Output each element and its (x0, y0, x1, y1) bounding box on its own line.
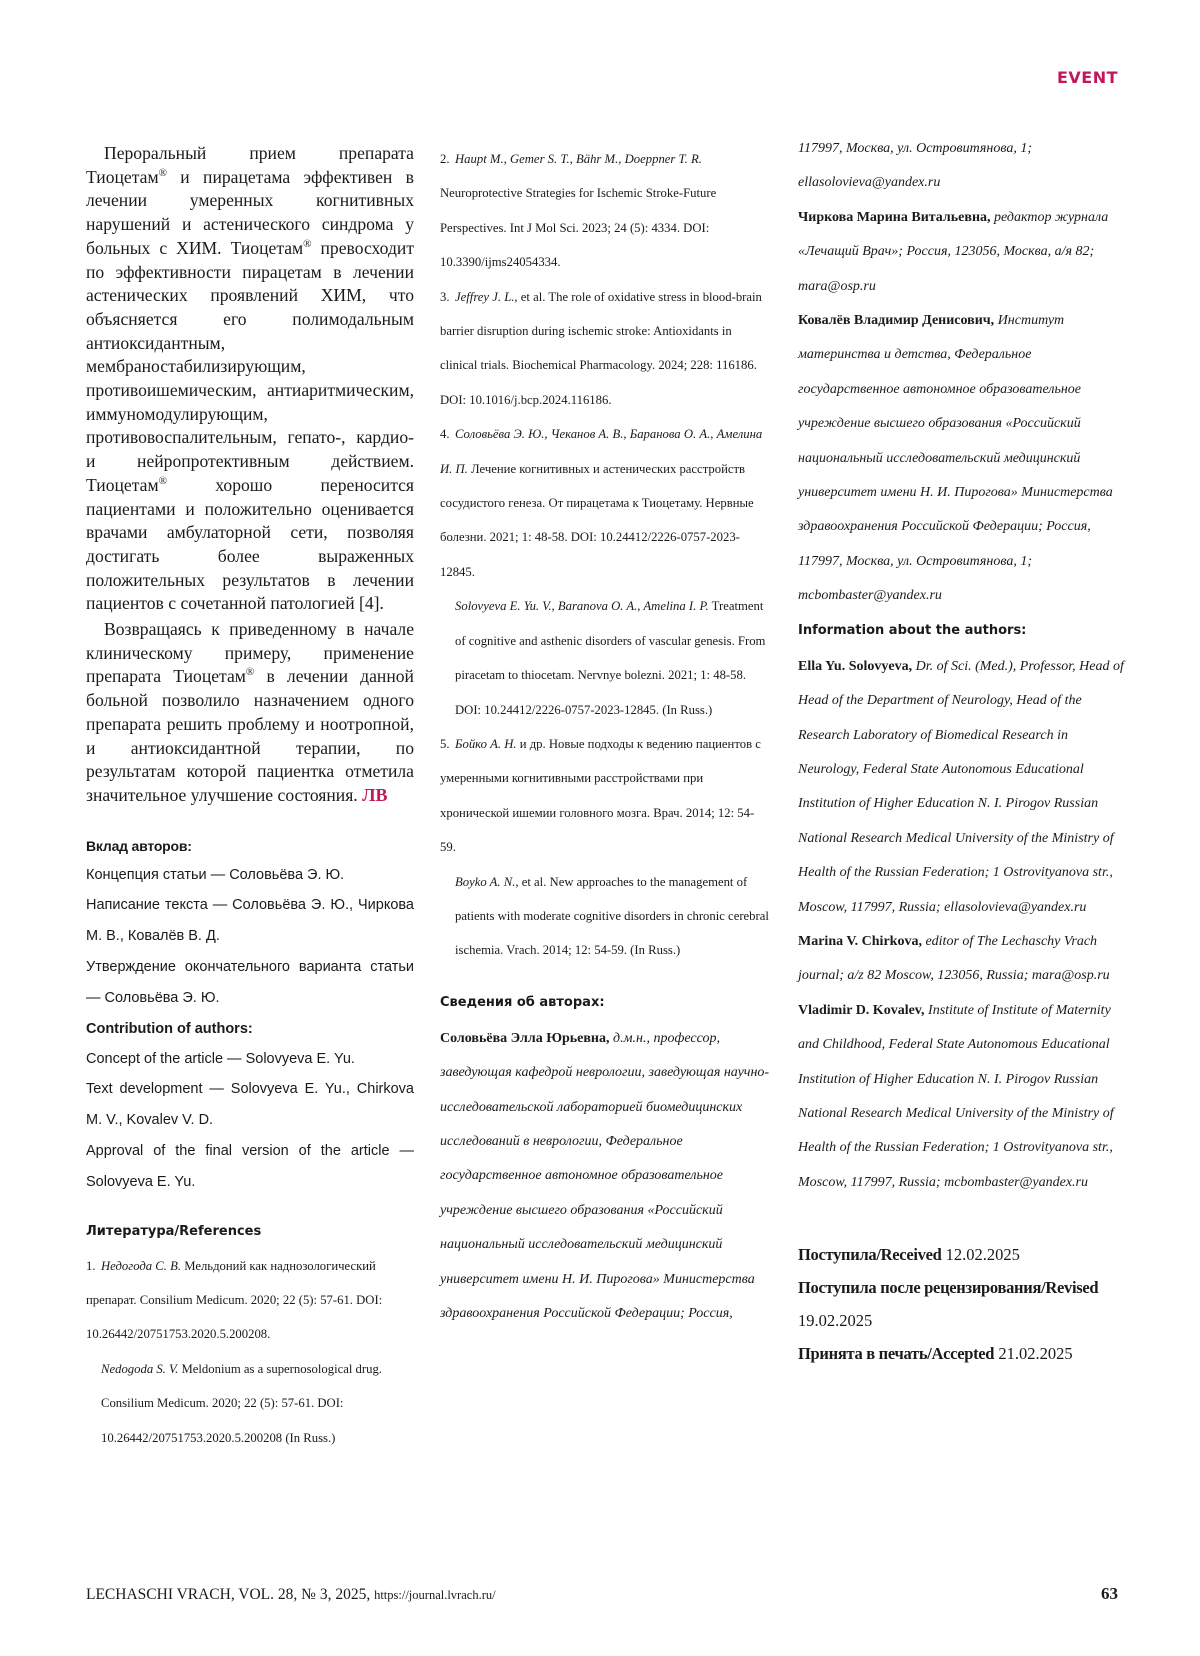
paragraph-text: хорошо переносится пациентами и положительно оценивается врачами амбулаторной сети, позволяя достигать более выраженных положительных результатов в лечении пациентов с сочетанной патологией [4]. (86, 474, 414, 614)
reference-translation (86, 1352, 414, 1455)
journal-end-mark: ЛВ (362, 784, 388, 805)
author-name: Ella Yu. Solovyeva, (798, 658, 913, 674)
column-right (798, 142, 1130, 1370)
reference-translation (440, 865, 770, 968)
accepted-date (798, 1337, 1130, 1370)
author-info (440, 1022, 770, 1332)
author-name: Соловьёва Элла Юрьевна, (440, 1030, 610, 1046)
author-affiliation: редактор журнала «Лечащий Врач»; Россия, 123056, Москва, а/я 82; mara@osp.ru (798, 209, 1109, 294)
contribution-item: Concept of the article — Solovyeva E. Yu. (86, 1050, 355, 1067)
date-label: Поступила/Received (798, 1245, 942, 1265)
reference-translation (440, 589, 770, 727)
reference-text: и др. Новые подходы к ведению пациентов с умеренными когнитивными расстройствами при хронической ишемии головного мозга. Врач. 2014; 12: 54-59. (440, 736, 761, 855)
reference-text: Лечение когнитивных и астенических расстройств сосудистого генеза. От пирацетама к Тиоцетаму. Нервные болезни. 2021; 1: 48-58. DOI: 10.24412/2226-0757-2023-12845. (440, 461, 754, 579)
reference-text: , et al. The role of oxidative stress in blood-brain barrier disruption during ischemic stroke: Antioxidants in clinical trials. Biochemical Pharmacology. 2024; 228: 116186. DOI: 10.1016/j.bcp.2024.116186. (440, 289, 762, 407)
reference-author: Соловьёва Э. Ю., Чеканов А. В., Баранова О. А., Амелина И. П. (440, 427, 763, 476)
contribution-item: Утверждение окончательного варианта статьи — Соловьёва Э. Ю. (86, 959, 414, 1006)
author-affiliation: editor of The Lechaschy Vrach journal; a/z 82 Moscow, 123056, Russia; mara@osp.ru (798, 933, 1110, 984)
reference-text: Neuroprotective Strategies for Ischemic Stroke-Future Perspectives. Int J Mol Sci. 2023; 24 (5): 4334. DOI: 10.3390/ijms24054334. (440, 186, 717, 270)
reference-author: Haupt M., Gemer S. T., Bähr M., Doeppner T. R. (455, 152, 702, 166)
reference-number: 3. (440, 289, 450, 304)
date-value: 21.02.2025 (994, 1344, 1073, 1364)
paragraph-text: Пероральный прием препарата Тиоцетам (86, 143, 414, 187)
contribution-item: Approval of the final version of the article — Solovyeva E. Yu. (86, 1143, 414, 1190)
reference-text: Treatment of cognitive and asthenic disorders of vascular genesis. From piracetam to thiocetam. Nervnye bolezni. 2021; 1: 48-58. DOI: 10.24412/2226-0757-2023-12845. (In Russ.) (455, 599, 766, 717)
author-info (798, 304, 1130, 614)
author-info (798, 201, 1130, 304)
column-middle (440, 142, 770, 1331)
author-info (798, 925, 1130, 994)
reference-author: Solovyeva E. Yu. V., Baranova O. A., Amelina I. P. (455, 599, 709, 614)
paragraph-text: и пирацетама эффективен в лечении умеренных когнитивных нарушений и астенического синдрома у больных с ХИМ. Тиоцетам (86, 166, 414, 258)
conclusion-paragraph-1 (86, 142, 414, 616)
date-label: Поступила после рецензирования/Revised (798, 1278, 1099, 1298)
column-left (86, 142, 414, 1455)
author-affiliation: 117997, Москва, ул. Островитянова, 1; ellasolovieva@yandex.ru (798, 141, 1033, 191)
author-affiliation: Institute of Institute of Maternity and Childhood, Federal State Autonomous Educational Institution of Higher Education N. I. Pirogov Russian National Research Medical University of the Ministry of Health of the Russian Federation; 1 Ostrovityanova str., Moscow, 117997, Russia; mcbombaster@yandex.ru (798, 1002, 1114, 1190)
page-number: 63 (1101, 1584, 1118, 1603)
reference-author: Nedogoda S. V. (101, 1361, 179, 1376)
author-info-continued (798, 132, 1130, 201)
date-value: 12.02.2025 (941, 1245, 1020, 1265)
authors-info-title-ru: Сведения об авторах: (440, 994, 605, 1010)
reference-number: 4. (440, 427, 450, 442)
contribution-item: Написание текста — Соловьёва Э. Ю., Чиркова М. В., Ковалёв В. Д. (86, 897, 414, 945)
references-title: Литература/References (86, 1223, 262, 1239)
contribution-title-ru: Вклад авторов: (86, 837, 192, 854)
reference-author: Jeffrey J. L. (455, 289, 515, 304)
reference-text: Мельдоний как наднозологический препарат. Consilium Medicum. 2020; 22 (5): 57-61. DOI: 10.26442/20751753.2020.5.200208. (86, 1258, 383, 1342)
section-label: EVENT (1056, 68, 1118, 87)
registered-mark: ® (158, 166, 167, 179)
registered-mark: ® (303, 237, 312, 250)
author-affiliation: Институт материнства и детства, Федеральное государственное автономное образовательное учреждение высшего образования «Российский национальный исследовательский медицинский университет имени Н. И. Пирогова» Министерства здравоохранения Российской Федерации; Россия, 117997, Москва, ул. Островитянова, 1; mcbombaster@yandex.ru (798, 313, 1113, 604)
reference-author: Boyko A. N. (455, 874, 516, 889)
conclusion-paragraph-2 (86, 618, 414, 808)
author-name: Ковалёв Владимир Денисович, (798, 313, 995, 329)
page-footer (86, 1586, 1118, 1604)
author-affiliation: Dr. of Sci. (Med.), Professor, Head of Head of the Department of Neurology, Head of the Research Laboratory of Biomedical Research in Neurology, Federal State Autonomous Educational Institution of Higher Education N. I. Pirogov Russian National Research Medical University of the Ministry of Health of the Russian Federation; 1 Ostrovityanova str., Moscow, 117997, Russia; ellasolovieva@yandex.ru (798, 658, 1124, 915)
reference-number: 2. (440, 152, 450, 166)
journal-citation: LECHASCHI VRACH, VOL. 28, № 3, 2025, (86, 1586, 371, 1603)
registered-mark: ® (245, 666, 255, 679)
reference-item (440, 417, 770, 727)
reference-author: Недогода С. В. (101, 1258, 182, 1273)
authors-info-title-en: Information about the authors: (798, 622, 1027, 638)
reference-item (440, 280, 770, 418)
date-value: 19.02.2025 (798, 1311, 873, 1331)
author-info (798, 994, 1130, 1200)
author-name: Чиркова Марина Витальевна, (798, 209, 991, 225)
received-date (798, 1238, 1130, 1271)
paragraph-text: превосходит по эффективности пирацетам в лечении астенических проявлений ХИМ, что объясняется его полимодальным антиоксидантным, мембраностабилизирующим, противоишемическим, антиаритмическим, иммуномодулирующим, противовоспалительным, гепато-, кардио- и нейропротективным действием. Тиоцетам (86, 237, 415, 495)
journal-url[interactable]: https://journal.lvrach.ru/ (374, 1588, 496, 1602)
revised-date (798, 1271, 1130, 1337)
reference-number: 5. (440, 736, 450, 751)
author-name: Vladimir D. Kovalev, (798, 1002, 925, 1018)
reference-item (440, 142, 770, 280)
paragraph-text: в лечении данной больной позволило назначением одного препарата решить проблему и ноотропной, и антиоксидантной терапии, по результатам которой пациентка отметила значительное улучшение состояния. (86, 666, 414, 805)
reference-text: , et al. New approaches to the management of patients with moderate cognitive disorders in chronic cerebral ischemia. Vrach. 2014; 12: 54-59. (In Russ.) (455, 874, 769, 958)
contribution-item: Концепция статьи — Соловьёва Э. Ю. (86, 866, 345, 883)
reference-author: Бойко А. Н. (455, 736, 517, 751)
registered-mark: ® (158, 474, 167, 487)
paragraph-text: Возвращаясь к приведенному в начале клиническому примеру, применение препарата Тиоцетам (86, 619, 414, 687)
author-name: Marina V. Chirkova, (798, 933, 922, 949)
author-affiliation: д.м.н., профессор, заведующая кафедрой неврологии, заведующая научно-исследовательской лабораторией биомедицинских исследований в неврологии, Федеральное государственное автономное образовательное учреждение высшего образования «Российский национальный исследовательский медицинский университет имени Н. И. Пирогова» Министерства здравоохранения Российской Федерации; Россия, (440, 1030, 770, 1321)
date-label: Принята в печать/Accepted (798, 1344, 995, 1364)
reference-text: Meldonium as a supernosological drug. Consilium Medicum. 2020; 22 (5): 57-61. DOI: 10.26442/20751753.2020.5.200208 (In Russ.) (101, 1361, 382, 1445)
reference-item (440, 727, 770, 968)
reference-number: 1. (86, 1258, 96, 1273)
reference-item (86, 1249, 414, 1455)
author-info (798, 650, 1130, 925)
contribution-item: Text development — Solovyeva E. Yu., Chirkova M. V., Kovalev V. D. (86, 1081, 414, 1129)
contribution-title-en: Contribution of authors: (86, 1020, 253, 1037)
